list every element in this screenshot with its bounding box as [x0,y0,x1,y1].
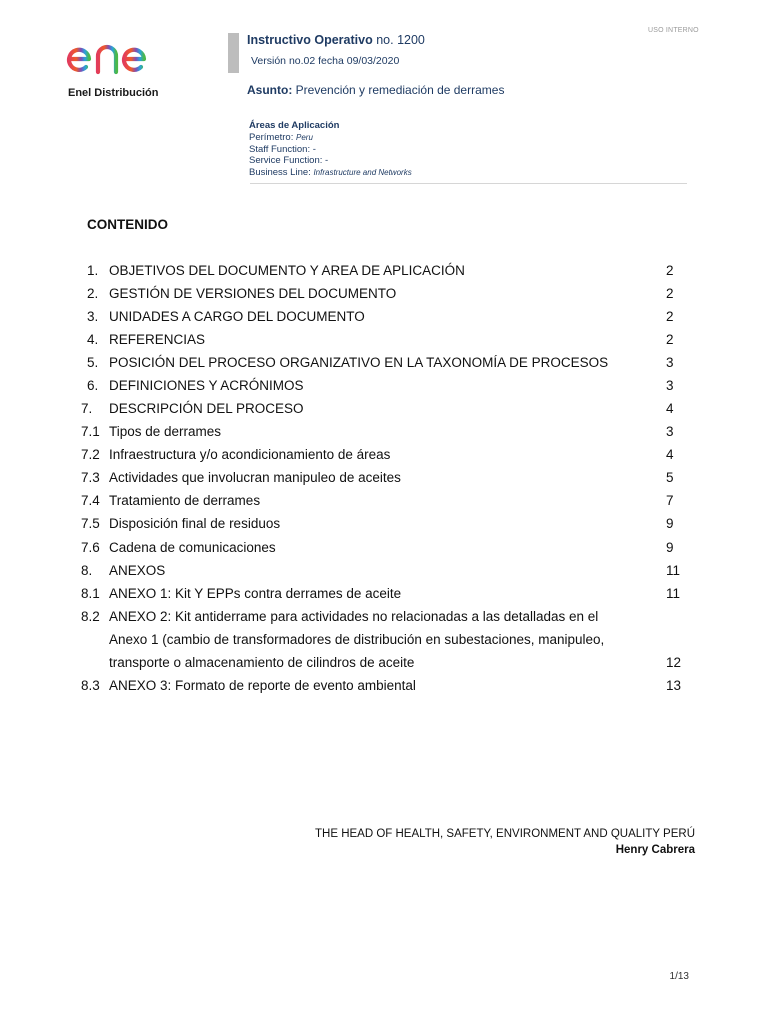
toc-entry-title: DESCRIPCIÓN DEL PROCESO [109,401,304,416]
toc-entry-number: 2. [87,286,99,301]
toc-entry-title: OBJETIVOS DEL DOCUMENTO Y AREA DE APLICACIÓN [109,263,465,278]
business-label: Business Line: [249,167,311,179]
toc-entry-number: 5. [87,355,99,370]
document-number: no. 1200 [376,33,425,47]
perimetro-line [249,132,412,144]
toc-entry-title: ANEXO 2: Kit antiderrame para actividades no relacionadas a las detalladas en el [109,609,599,624]
subject-text: Prevención y remediación de derrames [295,83,505,97]
toc-entry-page: 9 [666,516,674,531]
toc-entry-title: UNIDADES A CARGO DEL DOCUMENTO [109,309,365,324]
toc-entry-page: 4 [666,447,674,462]
enel-logo [66,34,182,76]
toc-entry-number: 8. [81,563,93,578]
toc-entry-title: REFERENCIAS [109,332,206,347]
toc-entry-title: POSICIÓN DEL PROCESO ORGANIZATIVO EN LA TAXONOMÍA DE PROCESOS [109,355,609,370]
toc-entry-page: 3 [666,424,674,439]
toc-entry-title: Tratamiento de derrames [109,493,261,508]
toc-entry-page: 9 [666,540,674,555]
business-line [249,167,412,179]
toc-entry-number: 1. [87,263,99,278]
toc-entry-title: ANEXO 3: Formato de reporte de evento ambiental [109,678,416,693]
toc-entry-page: 2 [666,286,674,301]
staff-line [249,144,412,156]
toc-entry-number: 6. [87,378,99,393]
toc-entry-page: 13 [666,678,682,693]
toc-entry-title: Cadena de comunicaciones [109,540,276,555]
toc-entry-page: 3 [666,355,674,370]
toc-entry-title: ANEXOS [109,563,166,578]
business-value: Infrastructure and Networks [313,168,412,178]
toc-entry-number: 7. [81,401,93,416]
toc-entry-number: 4. [87,332,99,347]
perimetro-label: Perímetro: [249,131,294,143]
toc-entry-page: 3 [666,378,674,393]
document-type [247,33,425,47]
toc-entry-title: ANEXO 1: Kit Y EPPs contra derrames de aceite [109,586,402,601]
toc-entry-title: Actividades que involucran manipuleo de aceites [109,470,401,485]
service-value: - [325,155,329,167]
toc-entry-page: 2 [666,309,674,324]
service-label: Service Function: [249,155,323,167]
page-number: 1/13 [669,971,689,982]
service-line [249,155,412,167]
toc-entry-title: Tipos de derrames [109,424,222,439]
toc-entry-title: GESTIÓN DE VERSIONES DEL DOCUMENTO [109,286,397,301]
subject-label: Asunto: [247,83,293,97]
toc-entry-page: 4 [666,401,674,416]
staff-value: - [312,143,316,155]
toc-entry-page: 5 [666,470,674,485]
signature-name: Henry Cabrera [615,844,695,856]
header-accent-bar [228,33,239,73]
toc-entry-number: 8.2 [81,609,100,624]
areas-title: Áreas de Aplicación [249,120,340,131]
toc-entry-number: 7.3 [81,470,100,485]
toc-entry-number: 7.2 [81,447,100,462]
toc-entry-page: 11 [666,586,681,601]
toc-entry-number: 7.6 [81,540,100,555]
brand-subtitle: Enel Distribución [68,87,159,99]
toc-entry-title: Infraestructura y/o acondicionamiento de áreas [109,447,391,462]
toc-entry-page: 7 [666,493,674,508]
toc-entry-title: Disposición final de residuos [109,516,281,531]
toc-entry-number: 7.5 [81,516,100,531]
document-subject [247,83,504,97]
header-divider [250,183,687,184]
toc-entry-title: Anexo 1 (cambio de transformadores de distribución en subestaciones, manipuleo, [109,632,605,647]
toc-entry-title: DEFINICIONES Y ACRÓNIMOS [109,378,304,393]
toc-entry-number: 7.4 [81,493,100,508]
toc-entry-page: 2 [666,332,674,347]
classification-label: USO INTERNO [648,27,699,34]
toc-entry-number: 8.1 [81,586,100,601]
application-areas [249,120,412,179]
toc-heading: CONTENIDO [87,217,168,232]
document-version: Versión no.02 fecha 09/03/2020 [251,55,400,67]
toc-entry-page: 2 [666,263,674,278]
perimetro-value: Peru [296,132,313,142]
toc-entry-number: 8.3 [81,678,100,693]
toc-entry-title: transporte o almacenamiento de cilindros de aceite [109,655,415,670]
document-type-label: Instructivo Operativo [247,33,373,47]
signature-role: THE HEAD OF HEALTH, SAFETY, ENVIRONMENT AND QUALITY PERÚ [315,828,695,840]
toc-entry-page: 12 [666,655,682,670]
toc-entry-number: 3. [87,309,99,324]
toc-entry-page: 11 [666,563,681,578]
toc-entry-number: 7.1 [81,424,100,439]
staff-label: Staff Function: [249,143,311,155]
